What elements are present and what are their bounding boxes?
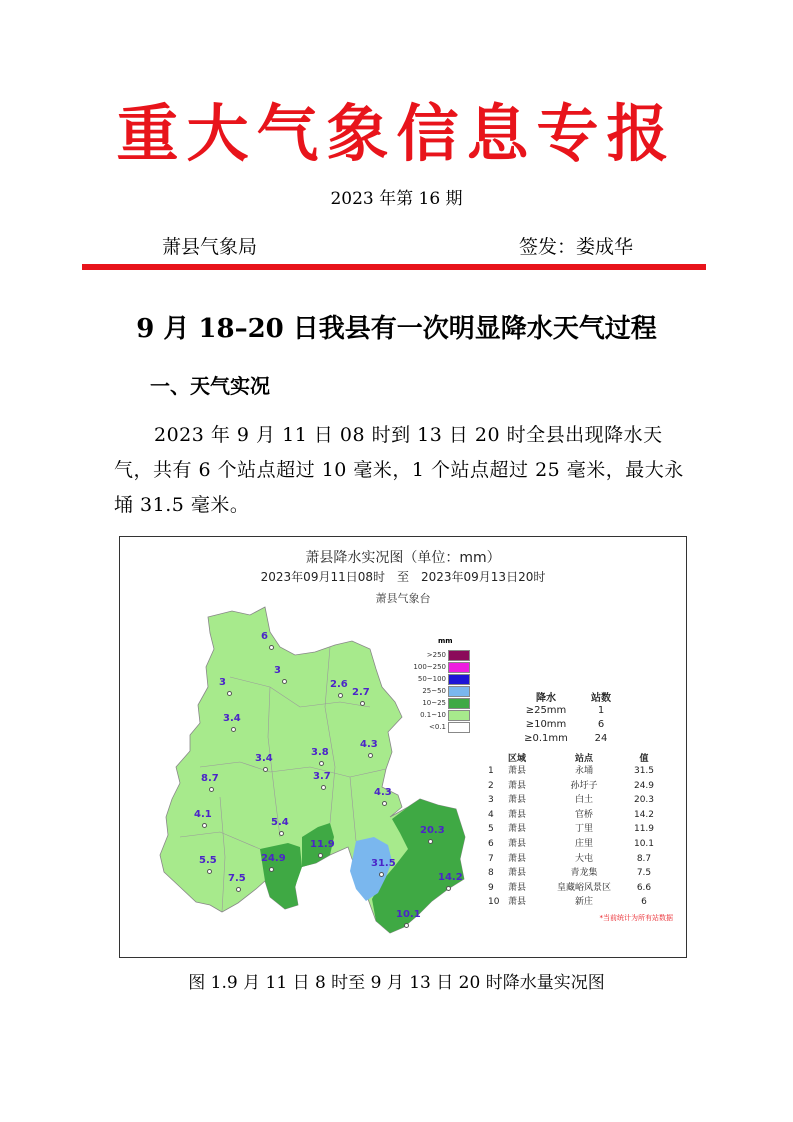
map-org: 萧县气象台 — [375, 592, 431, 605]
top10-region: 萧县 — [508, 780, 527, 791]
legend-item-label: 50~100 — [417, 675, 446, 683]
top10-rank: 8 — [488, 868, 494, 879]
top10-value: 20.3 — [633, 795, 655, 806]
stats-row — [515, 732, 625, 746]
top10-value: 8.7 — [636, 853, 652, 864]
top10-station: 皇藏峪风景区 — [556, 882, 611, 893]
legend-item — [412, 662, 472, 674]
top10-row — [488, 866, 673, 881]
stats-threshold: ≥10mm — [525, 719, 567, 730]
station-value-label: 11.9 — [310, 839, 335, 850]
station-value-label: 2.7 — [352, 687, 370, 698]
legend-item — [412, 722, 472, 734]
legend-item — [412, 686, 472, 698]
station-dot — [269, 867, 274, 872]
top10-rank: 7 — [488, 853, 494, 864]
station-dot — [338, 693, 343, 698]
legend-item-label: >250 — [426, 651, 446, 659]
top10-rank: 3 — [488, 795, 494, 806]
legend-swatch — [448, 674, 470, 685]
station-dot — [227, 691, 232, 696]
station-value-label: 3 — [274, 665, 281, 676]
legend-item — [412, 674, 472, 686]
legend-item-label: 100~250 — [413, 663, 446, 671]
issuing-bureau: 萧县气象局 — [162, 236, 258, 258]
top10-region: 萧县 — [508, 824, 527, 835]
top10-value: 10.1 — [633, 838, 655, 849]
top10-value: 6.6 — [636, 882, 652, 893]
map-title: 萧县降水实况图（单位：mm） — [305, 550, 501, 566]
station-value-label: 31.5 — [371, 858, 396, 869]
top10-station: 庄里 — [574, 838, 593, 849]
figure-caption: 图 1.9 月 11 日 8 时至 9 月 13 日 20 时降水量实况图 — [188, 973, 605, 993]
station-dot — [360, 701, 365, 706]
top10-value: 6 — [641, 897, 647, 908]
stats-row — [515, 704, 625, 718]
top10-station: 官桥 — [574, 809, 593, 820]
top10-station: 新庄 — [574, 897, 593, 908]
legend-item-label: 25~50 — [422, 687, 446, 695]
station-value-label: 20.3 — [420, 825, 445, 836]
legend-item-label: <0.1 — [429, 723, 446, 731]
top10-row — [488, 808, 673, 823]
top10-value: 11.9 — [633, 824, 655, 835]
legend-swatch — [448, 710, 470, 721]
top10-table — [488, 751, 673, 923]
station-dot — [202, 823, 207, 828]
station-dot — [319, 761, 324, 766]
station-value-label: 3 — [219, 677, 226, 688]
station-dot — [382, 801, 387, 806]
legend-swatch — [448, 698, 470, 709]
top10-station: 永埇 — [574, 766, 593, 776]
legend-swatch — [448, 722, 470, 733]
top10-note: *当前统计为所有站数据 — [599, 913, 673, 922]
top10-region: 萧县 — [508, 795, 527, 806]
top10-station: 青龙集 — [570, 868, 598, 879]
top10-rank: 4 — [488, 809, 494, 820]
station-value-label: 5.4 — [271, 817, 289, 828]
station-value-label: 10.1 — [396, 909, 421, 920]
stats-header-precip: 降水 — [536, 693, 556, 704]
legend-item-label: 10~25 — [422, 699, 446, 707]
top10-rank: 6 — [488, 838, 494, 849]
station-dot — [231, 727, 236, 732]
top10-station: 大屯 — [574, 853, 593, 864]
station-dot — [263, 767, 268, 772]
station-value-label: 6 — [261, 631, 268, 642]
top10-region: 萧县 — [508, 809, 527, 820]
top10-rank: 2 — [488, 780, 494, 791]
station-dot — [379, 872, 384, 877]
top10-region: 萧县 — [508, 853, 527, 864]
station-value-label: 8.7 — [201, 773, 219, 784]
top10-value: 7.5 — [636, 868, 652, 879]
station-dot — [318, 853, 323, 858]
station-dot — [236, 887, 241, 892]
station-value-label: 3.7 — [313, 771, 331, 782]
stats-count: 24 — [594, 733, 608, 744]
legend-swatch — [448, 662, 470, 673]
top10-header-region: 区域 — [508, 754, 527, 764]
station-value-label: 3.4 — [255, 753, 273, 764]
top10-row — [488, 779, 673, 794]
top10-row — [488, 881, 673, 896]
station-dot — [321, 785, 326, 790]
top10-rank: 9 — [488, 882, 494, 893]
top10-station: 白土 — [574, 795, 593, 806]
top10-rank: 10 — [488, 897, 500, 908]
legend-item-label: 0.1~10 — [420, 711, 446, 719]
issue-number: 2023 年第 16 期 — [330, 189, 463, 209]
signer: 签发：娄成华 — [519, 236, 634, 258]
station-value-label: 4.1 — [194, 809, 212, 820]
top10-row — [488, 793, 673, 808]
top10-header-value: 值 — [639, 754, 649, 764]
top10-value: 14.2 — [633, 809, 655, 820]
station-value-label: 14.2 — [438, 872, 463, 883]
station-value-label: 2.6 — [330, 679, 348, 690]
top10-row — [488, 822, 673, 837]
top10-region: 萧县 — [508, 882, 527, 893]
legend-unit: mm — [438, 637, 453, 645]
station-dot — [269, 645, 274, 650]
top10-header-station: 站点 — [574, 754, 593, 764]
legend-swatch — [448, 650, 470, 661]
stats-threshold: ≥0.1mm — [524, 733, 568, 744]
legend-item — [412, 650, 472, 662]
report-headline: 9 月 18–20 日我县有一次明显降水天气过程 — [136, 314, 657, 344]
top10-row — [488, 852, 673, 867]
station-value-label: 3.4 — [223, 713, 241, 724]
stats-header-count: 站数 — [591, 693, 611, 704]
station-value-label: 7.5 — [228, 873, 246, 884]
map-time-range: 2023年09月11日08时 至 2023年09月13日20时 — [260, 570, 546, 584]
stats-table — [515, 689, 625, 746]
stats-count: 6 — [597, 719, 605, 730]
red-divider — [82, 264, 706, 270]
station-value-label: 4.3 — [360, 739, 378, 750]
station-value-label: 4.3 — [374, 787, 392, 798]
precipitation-map-figure — [119, 536, 687, 958]
station-value-label: 5.5 — [199, 855, 217, 866]
top10-region: 萧县 — [508, 897, 527, 908]
section-title: 一、天气实况 — [150, 374, 270, 398]
station-dot — [446, 886, 451, 891]
station-dot — [209, 787, 214, 792]
masthead-title: 重大气象信息专报 — [116, 97, 677, 170]
legend-swatch — [448, 686, 470, 697]
station-dot — [279, 831, 284, 836]
station-dot — [368, 753, 373, 758]
stats-row — [515, 718, 625, 732]
top10-row — [488, 764, 673, 779]
station-dot — [428, 839, 433, 844]
top10-value: 24.9 — [633, 780, 655, 791]
section-paragraph: 2023 年 9 月 11 日 08 时到 13 日 20 时全县出现降水天气，共有 6 个站点超过 10 毫米，1 个站点超过 25 毫米，最大永埇 31.5 毫米。 — [114, 424, 684, 516]
top10-region: 萧县 — [508, 868, 527, 879]
legend-item — [412, 710, 472, 722]
station-value-label: 24.9 — [261, 853, 286, 864]
top10-station: 孙圩子 — [570, 780, 598, 791]
station-dot — [282, 679, 287, 684]
station-dot — [207, 869, 212, 874]
station-value-label: 3.8 — [311, 747, 329, 758]
top10-station: 丁里 — [574, 824, 593, 835]
legend-item — [412, 698, 472, 710]
top10-region: 萧县 — [508, 838, 527, 849]
top10-rank: 1 — [488, 766, 494, 776]
top10-row — [488, 895, 673, 910]
station-dot — [404, 923, 409, 928]
stats-threshold: ≥25mm — [525, 705, 567, 716]
top10-rank: 5 — [488, 824, 494, 835]
top10-row — [488, 837, 673, 852]
top10-value: 31.5 — [633, 766, 655, 776]
top10-region: 萧县 — [508, 766, 527, 776]
stats-count: 1 — [597, 705, 605, 716]
